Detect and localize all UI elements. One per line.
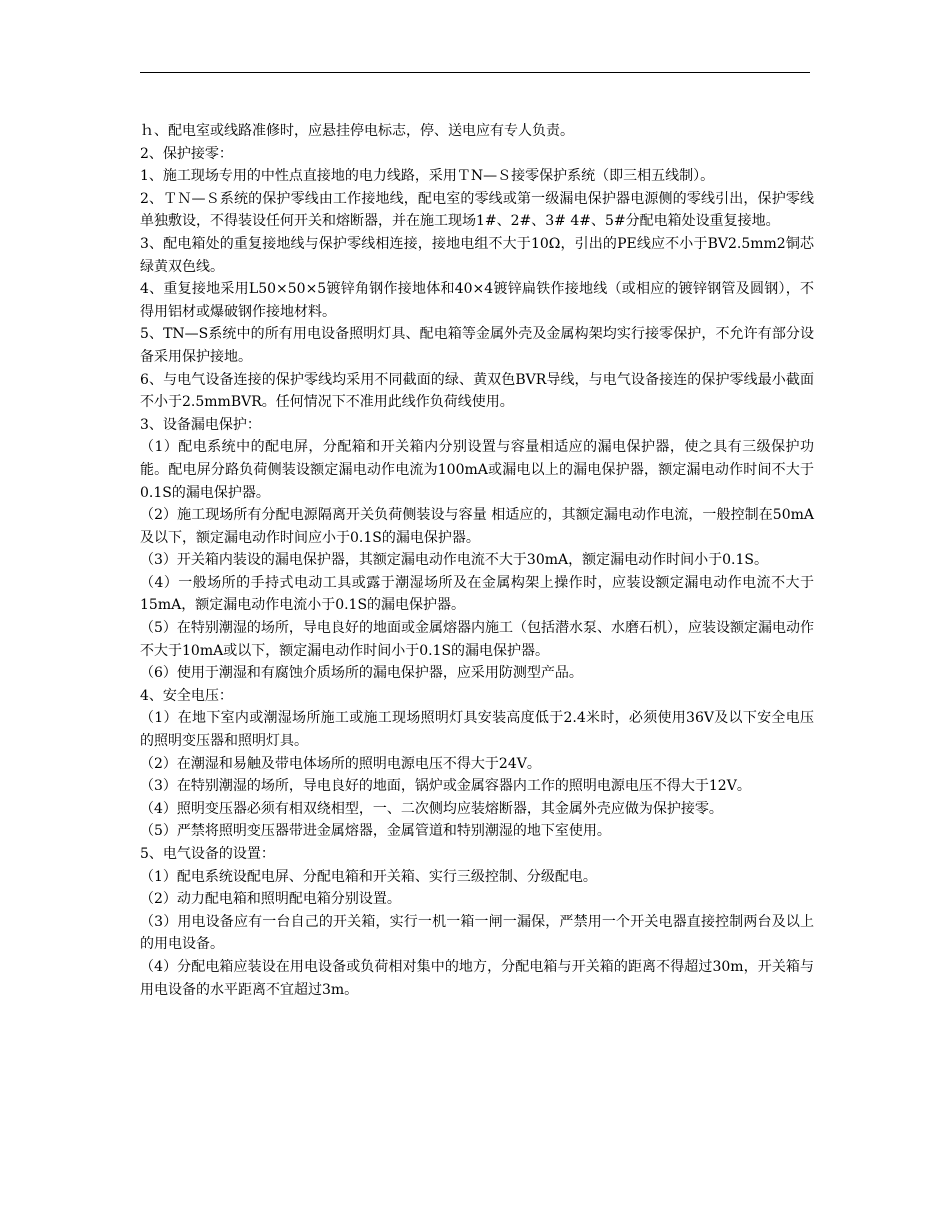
paragraph: （2）施工现场所有分配电源隔离开关负荷侧装设与容量 相适应的，其额定漏电动作电流，一般控制在50mA及以下，额定漏电动作时间应小于0.1S的漏电保护器。 [140, 507, 814, 546]
paragraph: （5）严禁将照明变压器带进金属熔器，金属管道和特别潮湿的地下室使用。 [140, 823, 611, 840]
paragraph: （1）在地下室内或潮湿场所施工或施工现场照明灯具安装高度低于2.4米时，必须使用36V及以下安全电压的照明变压器和照明灯具。 [140, 710, 814, 750]
paragraph: （3）在特别潮湿的场所，导电良好的地面，锅炉或金属容器内工作的照明电源电压不得大于12V。 [140, 778, 751, 795]
paragraph: 5、TN—S系统中的所有用电设备照明灯具、配电箱等金属外壳及金属构架均实行接零保护，不允许有部分设备采用保护接地。 [140, 326, 814, 365]
paragraph: 3、配电箱处的重复接地线与保护零线相连接，接地电组不大于10Ω，引出的PE线应不小于BV2.5mm2铜芯绿黄双色线。 [140, 235, 814, 275]
paragraph: （1）配电系统设配电屏、分配电箱和开关箱、实行三级控制、分级配电。 [140, 868, 597, 885]
paragraph: 6、与电气设备连接的保护零线均采用不同截面的绿、黄双色BVR导线，与电气设备接连的保护零线最小截面不小于2.5mmBVR。任何情况下不准用此线作负荷线使用。 [140, 371, 814, 411]
paragraph: （4）分配电箱应装设在用电设备或负荷相对集中的地方，分配电箱与开关箱的距离不得超过30m，开关箱与用电设备的水平距离不宜超过3m。 [140, 958, 814, 998]
paragraph: （2）在潮湿和易触及带电体场所的照明电源电压不得大于24V。 [140, 755, 541, 772]
paragraph: （4）照明变压器必须有相双绕相型，一、二次侧均应装熔断器，其金属外壳应做为保护接零。 [140, 800, 723, 817]
paragraph: （4）一般场所的手持式电动工具或露于潮湿场所及在金属构架上操作时，应装设额定漏电动作电流不大于15mA，额定漏电动作电流小于0.1S的漏电保护器。 [140, 574, 814, 614]
paragraph: 4、重复接地采用L50×50×5镀锌角钢作接地体和40×4镀锌扁铁作接地线（或相应的镀锌钢管及圆钢），不得用铝材或爆破钢作接地材料。 [140, 281, 814, 320]
paragraph: （1）配电系统中的配电屏，分配箱和开关箱内分别设置与容量相适应的漏电保护器，使之具有三级保护功能。配电屏分路负荷侧装设额定漏电动作电流为100mA或漏电以上的漏电保护器，额定漏电动作时间不大于0.1S的漏电保护器。 [140, 439, 814, 501]
section-heading: 4、安全电压： [140, 687, 233, 704]
paragraph: 1、施工现场专用的中性点直接地的电力线路，采用ＴN—Ｓ接零保护系统（即三相五线制）。 [140, 168, 715, 185]
paragraph: ｈ、配电室或线路准修时，应悬挂停电标志，停、送电应有专人负责。 [140, 123, 574, 139]
section-heading: 2、保护接零： [140, 145, 233, 162]
paragraph: 2、ＴＮ—Ｓ系统的保护零线由工作接地线，配电室的零线或第一级漏电保护器电源侧的零线引出，保护零线单独敷设，不得装设任何开关和熔断器，并在施工现场1#、2#、3# 4#、5#分配电箱处设重复接地。 [140, 190, 814, 230]
document-body [140, 120, 814, 1001]
section-heading: 5、电气设备的设置： [140, 846, 275, 862]
paragraph: （3）开关箱内装设的漏电保护器，其额定漏电动作电流不大于30mA，额定漏电动作时间小于0.1S。 [140, 552, 768, 569]
paragraph: （2）动力配电箱和照明配电箱分别设置。 [140, 891, 401, 908]
paragraph: （3）用电设备应有一台自己的开关箱，实行一机一箱一闸一漏保，严禁用一个开关电器直接控制两台及以上的用电设备。 [140, 913, 814, 953]
paragraph: （5）在特别潮湿的场所，导电良好的地面或金属熔器内施工（包括潜水泵、水磨石机），应装设额定漏电动作不大于10mA或以下，额定漏电动作时间小于0.1S的漏电保护器。 [140, 620, 814, 659]
section-heading: 3、设备漏电保护： [140, 416, 261, 433]
header-rule [140, 72, 810, 73]
paragraph: （6）使用于潮湿和有腐蚀介质场所的漏电保护器，应采用防测型产品。 [140, 665, 583, 682]
